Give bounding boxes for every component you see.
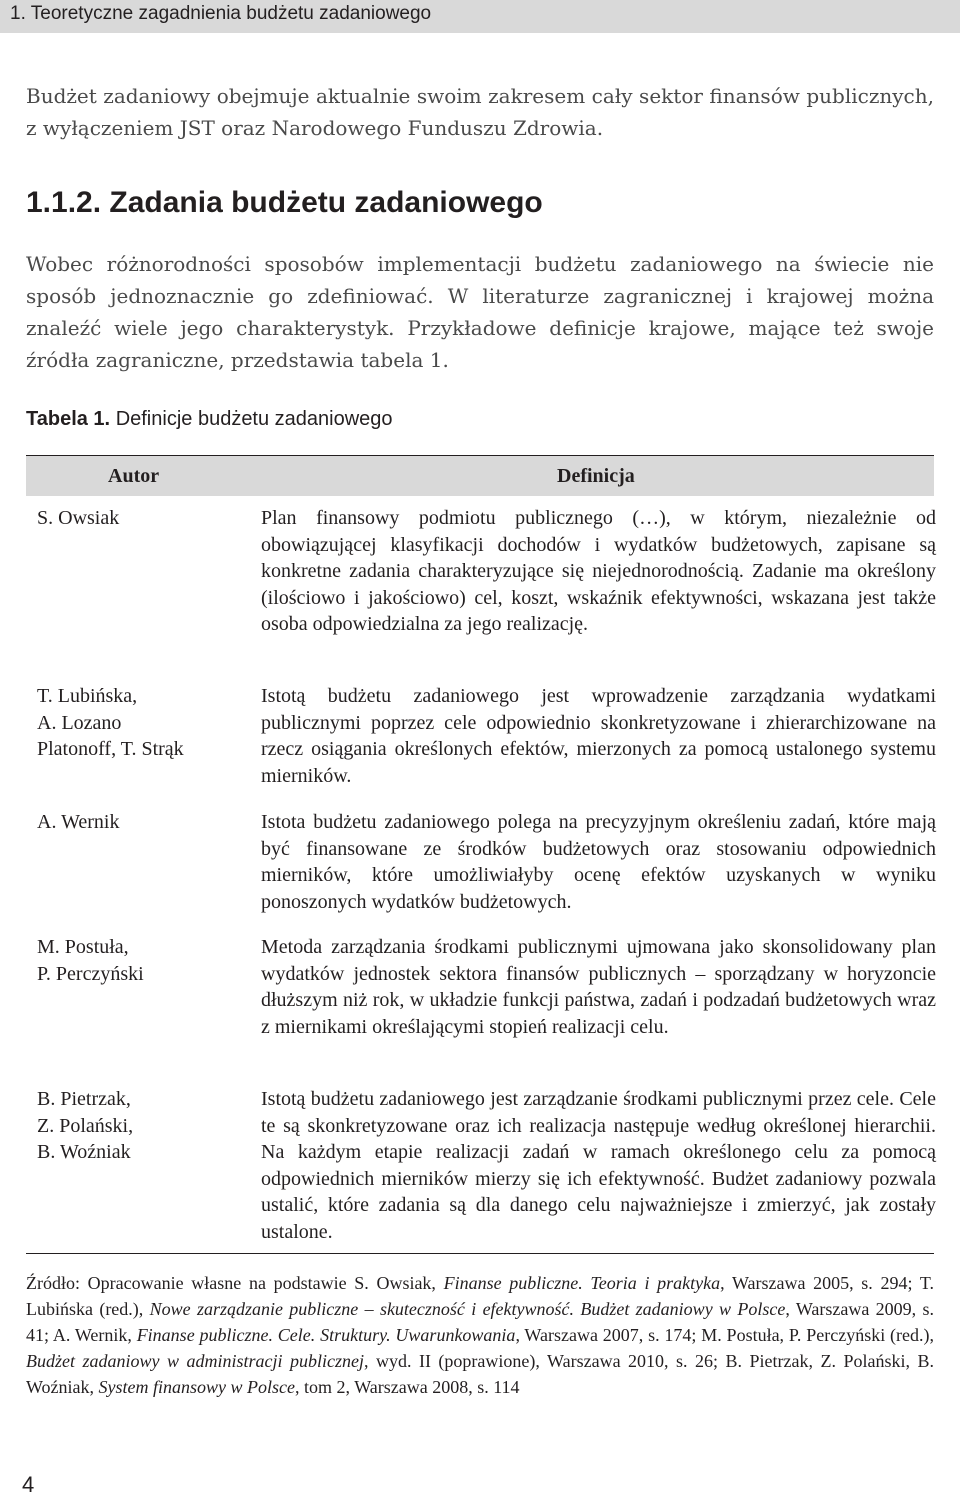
table-header	[26, 456, 934, 496]
column-header-definition: Definicja	[557, 465, 635, 487]
table-row-definition: Metoda zarządzania środkami publicznymi ujmowana jako skonsolidowany plan wydatków jednostek sektora finansów publicznych – sporządzany w horyzoncie dłuższym niż rok, w układzie funkcji państwa, zadań i podzadań budżetowych wraz z miernikami określającymi stopień realizacji celu.	[261, 936, 936, 1038]
author-line: S. Owsiak	[37, 507, 120, 529]
table-row-author	[37, 505, 237, 532]
source-text: , tom 2, Warszawa 2008, s. 114	[295, 1377, 520, 1397]
source-title: System finansowy w Polsce	[98, 1377, 296, 1397]
author-line: B. Woźniak	[37, 1141, 131, 1163]
source-text: , wyd. II (poprawione), Warszawa 2010, s. 26; B. Pietrzak, Z. Polański, B. Woźniak,	[26, 1351, 934, 1397]
table-row-definition: Istota budżetu zadaniowego polega na precyzyjnym określeniu zadań, które mają być finansowane ze środków budżetowych oraz stosowaniu odpowiednich mierników, które umożliwiałyby ocenę efektów uzyskanych w wyniku ponoszonych wydatków budżetowych.	[261, 811, 936, 913]
page-number: 4	[22, 1472, 35, 1497]
source-text: , Warszawa 2009, s. 41; A. Wernik,	[26, 1299, 934, 1345]
table-row-definition: Istotą budżetu zadaniowego jest zarządzanie środkami publicznymi przez cele. Cele te są skonkretyzowane oraz ich realizacja następuje według określonej hierarchii. Na każdym etapie realizacji zadań w ramach określonego celu za pomocą odpowiednich mierników mierzy się ich efektywność. Budżet zadaniowy pozwala ustalić, które zadania są dla danego celu najważniejsze i zmierzyć, jak zostały ustalone.	[261, 1088, 936, 1243]
table-row-definition: Istotą budżetu zadaniowego jest wprowadzenie zarządzania wydatkami publicznymi poprzez cele odpowiednio skonkretyzowane i zhierarchizowane na rzecz osiągania określonych efektów, mierzonych za pomocą ustalonego systemu mierników.	[261, 685, 936, 787]
author-line: B. Pietrzak,	[37, 1088, 131, 1110]
section-title: 1.1.2. Zadania budżetu zadaniowego	[26, 186, 543, 219]
source-note	[26, 1270, 934, 1400]
source-text: , Warszawa 2007, s. 174; M. Postuła, P. Perczyński (red.),	[515, 1325, 934, 1345]
table-caption-text: Definicje budżetu zadaniowego	[115, 408, 393, 430]
source-title: Nowe zarządzanie publiczne – skuteczność i efektywność. Budżet zadaniowy w Polsce	[149, 1299, 786, 1319]
author-line: Z. Polański,	[37, 1114, 134, 1137]
intro-paragraph: Budżet zadaniowy obejmuje aktualnie swoim zakresem cały sektor finansów publicznych, z wyłączeniem JST oraz Narodowego Funduszu Zdrowia.	[26, 84, 934, 140]
source-text: Źródło: Opracowanie własne na podstawie S. Owsiak,	[26, 1273, 444, 1293]
source-title: Finanse publiczne. Teoria i praktyka	[443, 1273, 721, 1293]
table-caption	[26, 408, 393, 431]
table-row-author	[37, 934, 237, 987]
author-line: A. Lozano	[37, 711, 122, 734]
author-line: A. Wernik	[37, 811, 120, 833]
table-caption-label: Tabela 1.	[26, 408, 111, 430]
section-paragraph: Wobec różnorodności sposobów implementacji budżetu zadaniowego na świecie nie sposób jednoznacznie go zdefiniować. W literaturze zagranicznej i krajowej można znaleźć wiele jego charakterystyk. Przykładowe definicje krajowe, mające też swoje źródła zagraniczne, przedstawia tabela 1.	[26, 252, 934, 372]
definitions-table	[26, 455, 934, 1254]
author-line: P. Perczyński	[37, 962, 144, 985]
author-line: M. Postuła,	[37, 936, 129, 958]
author-line: T. Lubińska,	[37, 685, 138, 707]
table-row-author	[37, 809, 237, 836]
author-line: Platonoff, T. Strąk	[37, 738, 184, 760]
table-row-author	[37, 683, 237, 763]
table-row-definition: Plan finansowy podmiotu publicznego (…), w którym, niezależnie od obowiązującej klasyfikacji dochodów i wydatków budżetowych, zapisane są konkretne zadania charakteryzujące się niejednorodnością. Zadanie ma określony (ilościowo i jakościowo) cel, koszt, wskaźnik efektywności, wskazana jest także osoba odpowiedzialna za jego realizację.	[261, 507, 936, 635]
running-header-title: 1. Teoretyczne zagadnienia budżetu zadaniowego	[10, 3, 432, 24]
source-text: , Warszawa 2005, s. 294; T. Lubińska (red.),	[26, 1273, 934, 1319]
source-title: Finanse publiczne. Cele. Struktury. Uwarunkowania	[136, 1325, 516, 1345]
source-title: Budżet zadaniowy w administracji publicznej	[26, 1351, 364, 1371]
running-header	[0, 0, 960, 33]
column-header-author: Autor	[108, 465, 160, 487]
table-row-author	[37, 1086, 237, 1166]
